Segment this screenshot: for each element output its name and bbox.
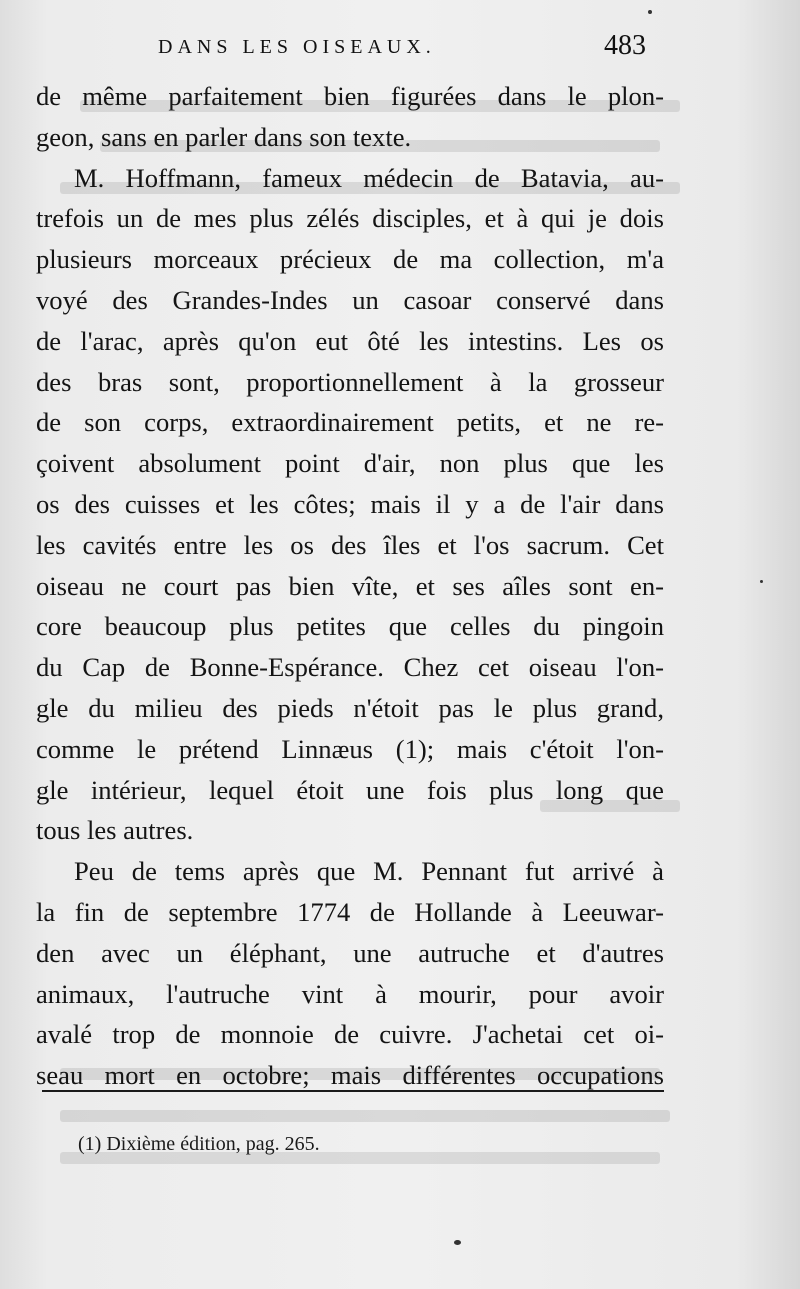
text-line: les cavités entre les os des îles et l'os sacrum. Cet xyxy=(36,529,664,560)
text-line: os des cuisses et les côtes; mais il y a de l'air dans xyxy=(36,488,664,519)
footnote-rule xyxy=(42,1090,664,1092)
text-line: la fin de septembre 1774 de Hollande à Leeuwar- xyxy=(36,896,664,927)
ink-speck xyxy=(454,1240,461,1245)
text-line: den avec un éléphant, une autruche et d'autres xyxy=(36,937,664,968)
text-line: de même parfaitement bien figurées dans le plon- xyxy=(36,81,664,111)
text-line: M. Hoffmann, fameux médecin de Batavia, au- xyxy=(74,162,664,193)
text-line: geon, sans en parler dans son texte. xyxy=(36,121,412,152)
ink-speck xyxy=(760,580,763,583)
text-line: comme le prétend Linnæus (1); mais c'étoit l'on- xyxy=(36,733,664,764)
text-line: gle intérieur, lequel étoit une fois plus long que xyxy=(36,774,664,805)
text-line: de son corps, extraordinairement petits, et ne re- xyxy=(36,407,664,438)
running-head xyxy=(0,30,800,70)
text-line: oiseau ne court pas bien vîte, et ses aîles sont en- xyxy=(36,570,664,601)
text-line: trefois un de mes plus zélés disciples, et à qui je dois xyxy=(36,203,664,234)
text-line: du Cap de Bonne-Espérance. Chez cet oiseau l'on- xyxy=(36,652,664,683)
text-line: gle du milieu des pieds n'étoit pas le plus grand, xyxy=(36,692,664,723)
body-text xyxy=(36,76,664,1096)
text-line: voyé des Grandes-Indes un casoar conservé dans xyxy=(36,284,664,315)
text-line: tous les autres. xyxy=(36,815,194,846)
text-line: des bras sont, proportionnellement à la grosseur xyxy=(36,366,664,397)
text-line: plusieurs morceaux précieux de ma collection, m'a xyxy=(36,244,664,275)
text-line: core beaucoup plus petites que celles du pingoin xyxy=(36,611,664,642)
page-number: 483 xyxy=(604,30,646,61)
text-line: çoivent absolument point d'air, non plus que les xyxy=(36,448,664,479)
running-title: DANS LES OISEAUX. xyxy=(158,36,436,58)
text-line: avalé trop de monnoie de cuivre. J'achetai cet oi- xyxy=(36,1019,664,1050)
text-line: animaux, l'autruche vint à mourir, pour avoir xyxy=(36,978,664,1009)
text-line: de l'arac, après qu'on eut ôté les intestins. Les os xyxy=(36,325,664,356)
text-line: seau mort en octobre; mais différentes occupations xyxy=(36,1060,664,1091)
footnote: (1) Dixième édition, pag. 265. xyxy=(78,1133,320,1155)
text-line: Peu de tems après que M. Pennant fut arrivé à xyxy=(74,856,664,887)
ink-speck xyxy=(648,10,652,14)
